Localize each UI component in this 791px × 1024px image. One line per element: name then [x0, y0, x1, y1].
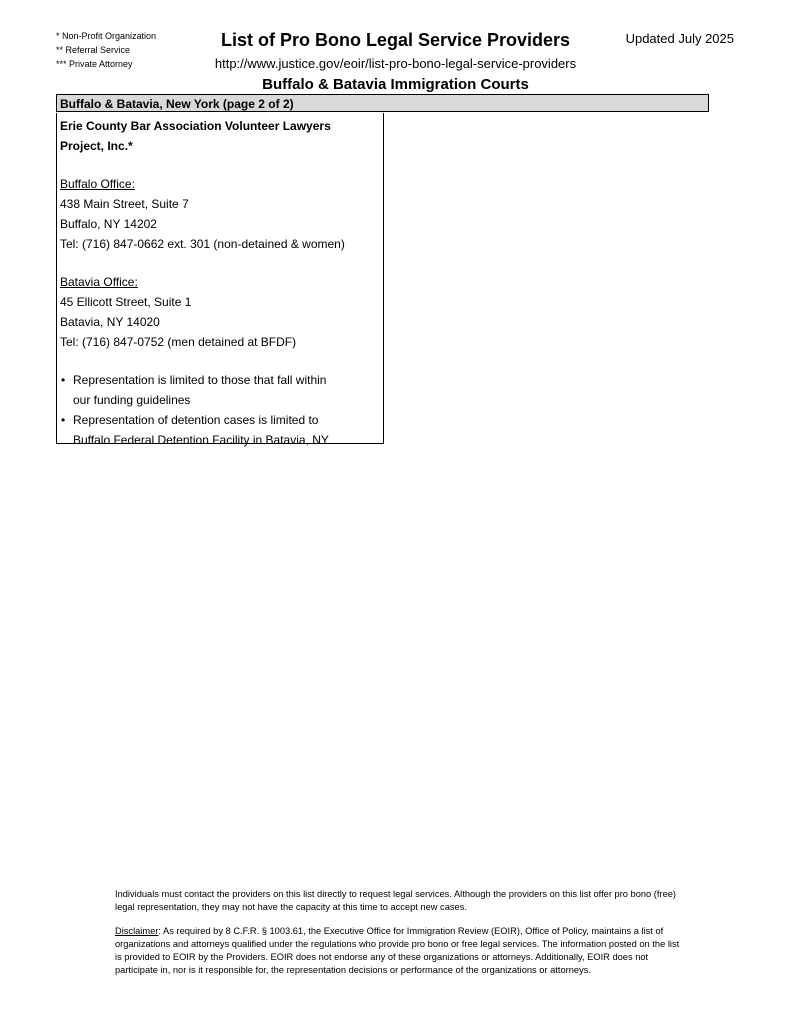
limitation-2-line2: Buffalo Federal Detention Facility in Batavia, NY [73, 433, 329, 447]
list-item [60, 370, 381, 410]
batavia-office-label: Batavia Office: [60, 275, 138, 289]
section-header: Buffalo & Batavia, New York (page 2 of 2) [56, 94, 709, 112]
batavia-city: Batavia, NY 14020 [60, 315, 160, 329]
legend-referral: ** Referral Service [56, 45, 131, 55]
batavia-street: 45 Ellicott Street, Suite 1 [60, 295, 192, 309]
buffalo-street: 438 Main Street, Suite 7 [60, 197, 189, 211]
provider-name-line1: Erie County Bar Association Volunteer Lawyers [60, 119, 331, 133]
footer-disclaimer [115, 925, 681, 977]
buffalo-office-label: Buffalo Office: [60, 177, 135, 191]
limitation-1-line2: our funding guidelines [73, 393, 191, 407]
footer-notice: Individuals must contact the providers on this list directly to request legal services. Although the providers on this list offer pro bono (free) legal representation, they may not have the capacity at this time to accept new cases. [115, 889, 677, 912]
footer [115, 888, 681, 988]
disclaimer-label: Disclaimer [115, 926, 159, 936]
list-item [60, 410, 381, 450]
disclaimer-text: : As required by 8 C.F.R. § 1003.61, the Executive Office for Immigration Review (EOIR), Office of Policy, maintains a list of organizations and attorneys qualified under the regulations who provide pro bono or free legal services. The information posted on the list is provided to EOIR by the Providers. EOIR does not endorse any of these organizations or attorneys. Additionally, EOIR does not participate in, nor is it responsible for, the representation decisions or performance of the organizations or attorneys. [115, 926, 680, 975]
buffalo-city: Buffalo, NY 14202 [60, 217, 157, 231]
page-title: List of Pro Bono Legal Service Providers [220, 30, 571, 50]
provider-name-line2: Project, Inc.* [60, 139, 133, 153]
bullet-icon: • [61, 373, 66, 387]
provider-entry [56, 113, 384, 447]
buffalo-tel: Tel: (716) 847-0662 ext. 301 (non-detained & women) [60, 237, 345, 251]
updated-date: Updated July 2025 [625, 31, 734, 46]
source-url: http://www.justice.gov/eoir/list-pro-bono-legal-service-providers [214, 56, 577, 71]
limitations-list [60, 370, 381, 450]
courts-heading: Buffalo & Batavia Immigration Courts [262, 76, 529, 93]
legend-nonprofit: * Non-Profit Organization [56, 31, 157, 41]
legend-private-attorney: *** Private Attorney [56, 59, 133, 69]
bullet-icon: • [61, 413, 66, 427]
limitation-1-line1: Representation is limited to those that fall within [73, 373, 327, 387]
limitation-2-line1: Representation of detention cases is limited to [73, 413, 319, 427]
batavia-tel: Tel: (716) 847-0752 (men detained at BFDF) [60, 335, 297, 349]
